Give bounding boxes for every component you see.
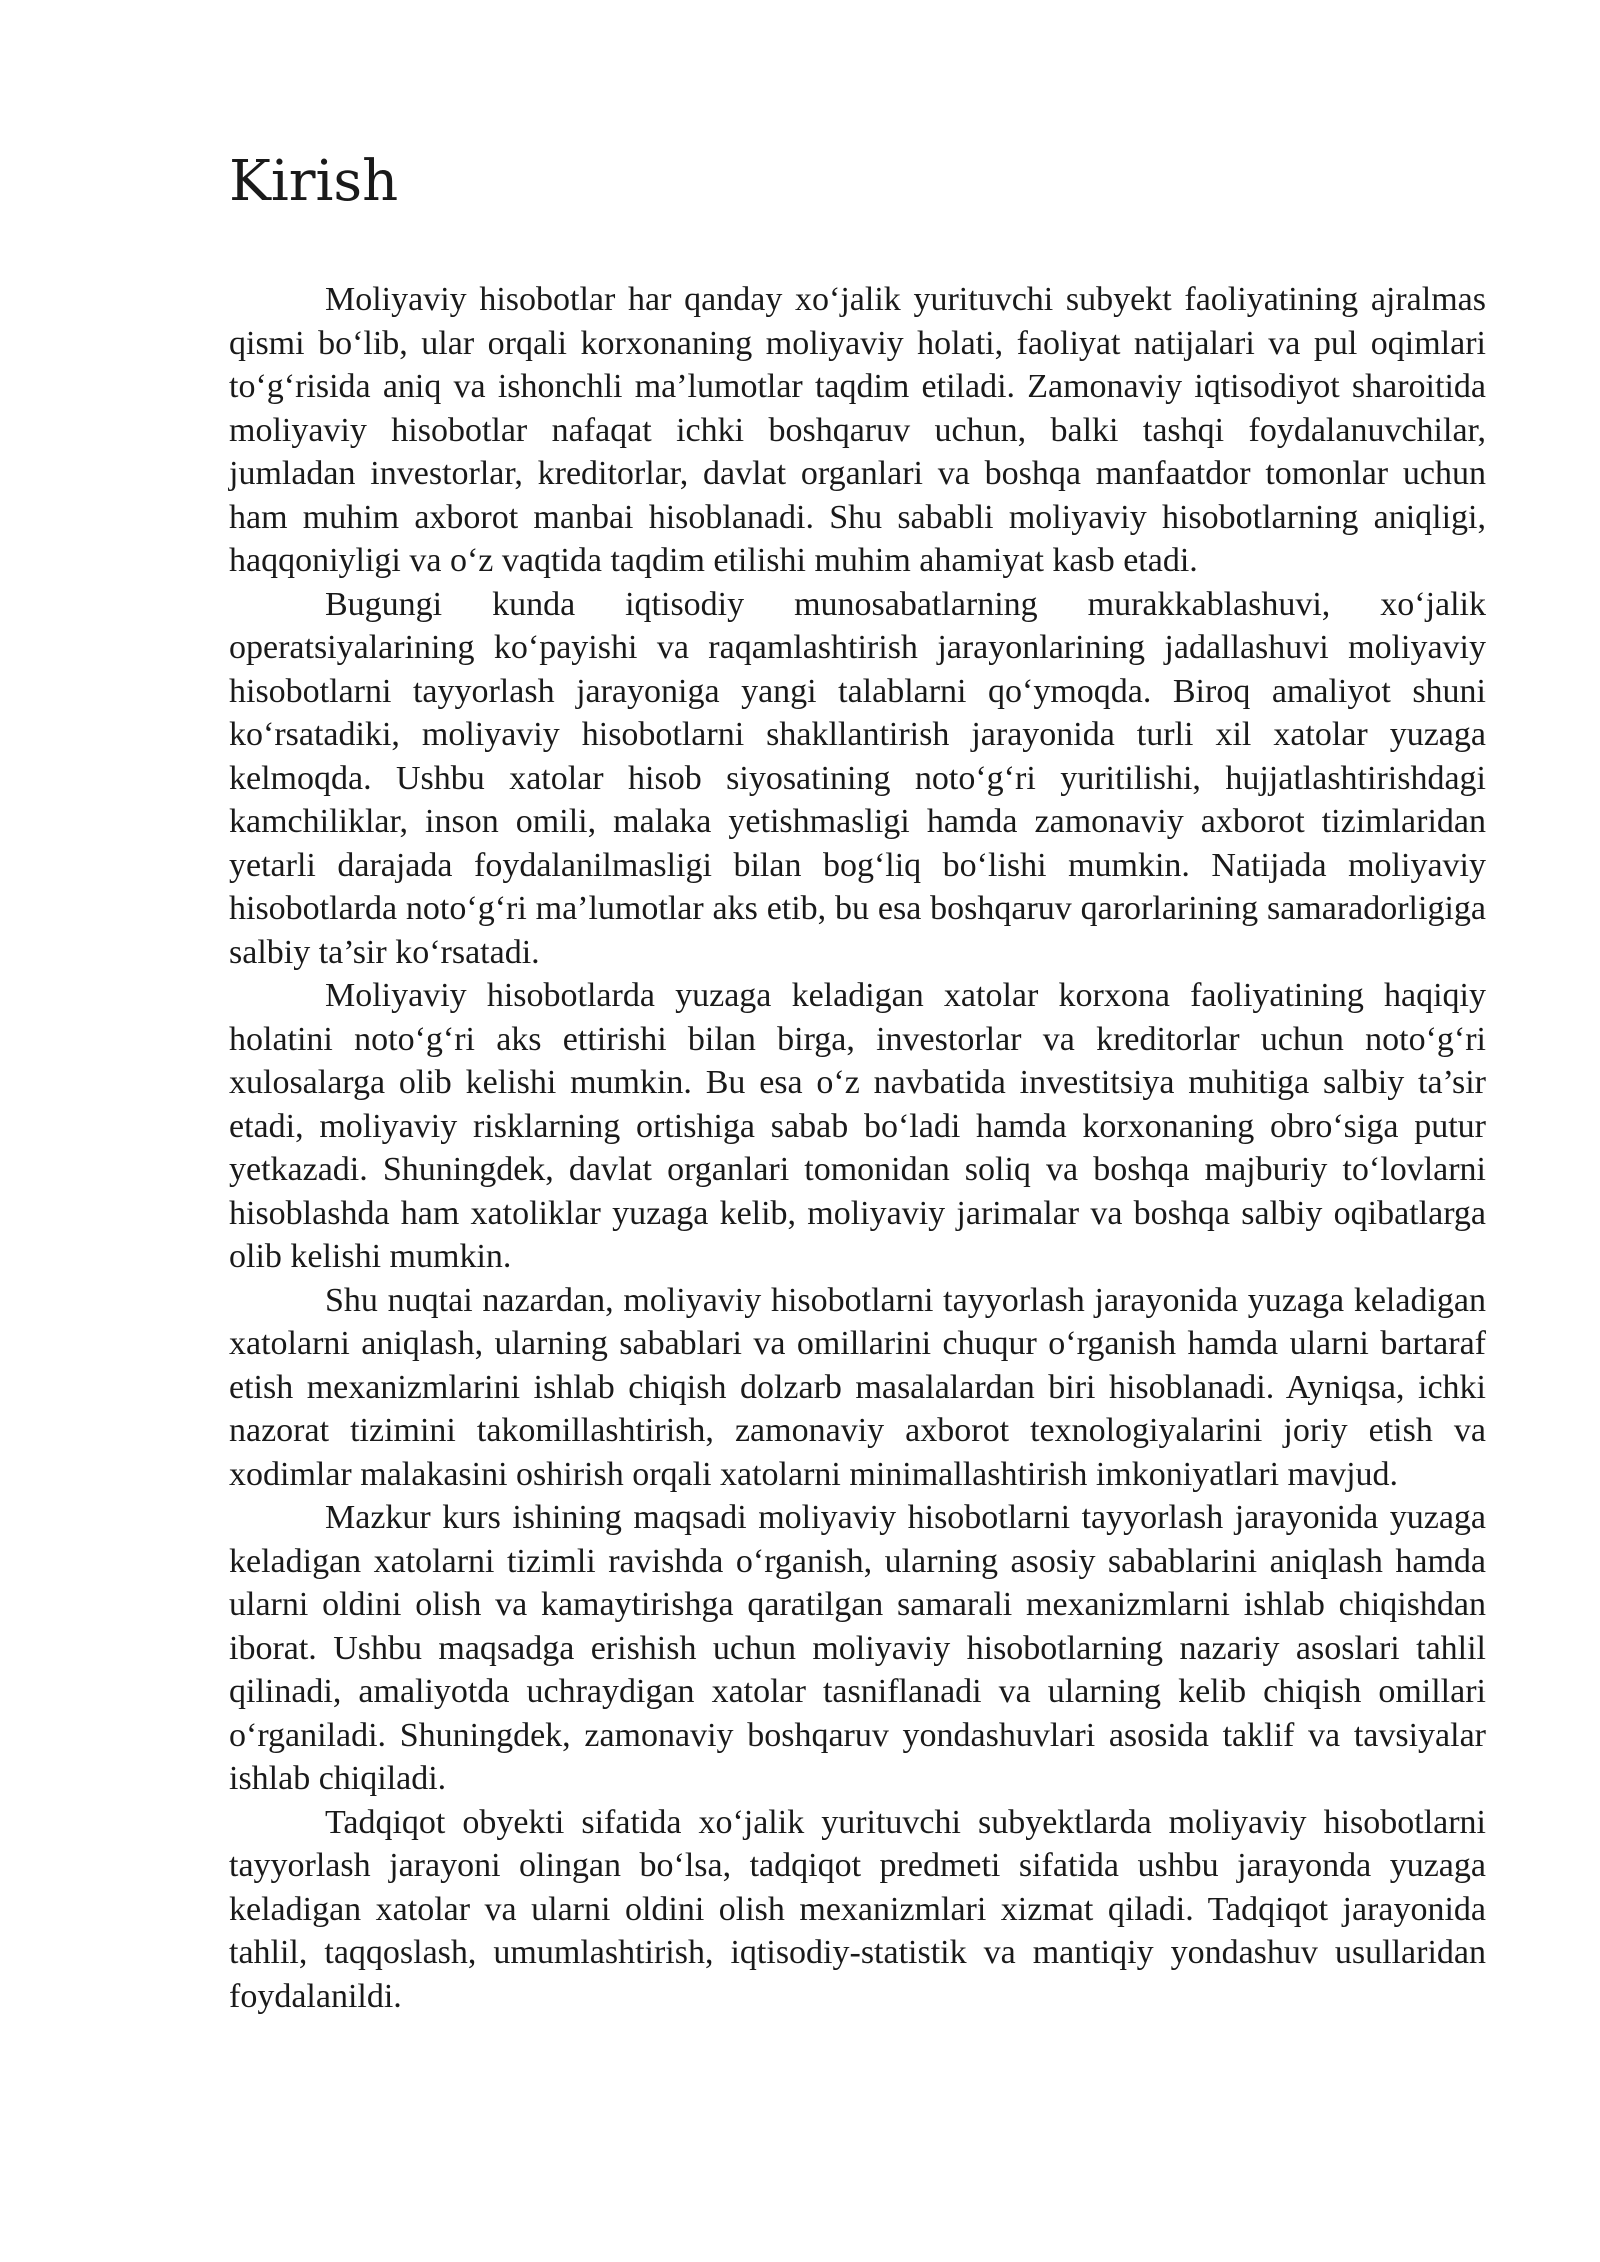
paragraph-2: Bugungi kunda iqtisodiy munosabatlarning murakkablashuvi, xo‘jalik operatsiyalarining ko‘payishi va raqamlashtirish jarayonlarining jadallashuvi moliyaviy hisobotlarni tayyorlash jarayoniga yangi talablarni qo‘ymoqda. Biroq amaliyot shuni ko‘rsatadiki, moliyaviy hisobotlarni shakllantirish jarayonida turli xil xatolar yuzaga kelmoqda. Ushbu xatolar hisob siyosatining noto‘g‘ri yuritilishi, hujjatlashtirishdagi kamchiliklar, inson omili, malaka yetishmasligi hamda zamonaviy axborot tizimlaridan yetarli darajada foydalanilmasligi bilan bog‘liq bo‘lishi mumkin. Natijada moliyaviy hisobotlarda noto‘g‘ri ma’lumotlar aks etib, bu esa boshqaruv qarorlarining samaradorligiga salbiy ta’sir ko‘rsatadi.	[229, 585, 1486, 971]
paragraph-3: Moliyaviy hisobotlarda yuzaga keladigan xatolar korxona faoliyatining haqiqiy holatini noto‘g‘ri aks ettirishi bilan birga, investorlar va kreditorlar uchun noto‘g‘ri xulosalarga olib kelishi mumkin. Bu esa o‘z navbatida investitsiya muhitiga salbiy ta’sir etadi, moliyaviy risklarning ortishiga sabab bo‘ladi hamda korxonaning obro‘siga putur yetkazadi. Shuningdek, davlat organlari tomonidan soliq va boshqa majburiy to‘lovlarni hisoblashda ham xatoliklar yuzaga kelib, moliyaviy jarimalar va boshqa salbiy oqibatlarga olib kelishi mumkin.	[229, 977, 1486, 1275]
page-title: Kirish	[229, 149, 399, 214]
paragraph-6: Tadqiqot obyekti sifatida xo‘jalik yurituvchi subyektlarda moliyaviy hisobotlarni tayyorlash jarayoni olingan bo‘lsa, tadqiqot predmeti sifatida ushbu jarayonda yuzaga keladigan xatolar va ularni oldini olish mexanizmlari xizmat qiladi. Tadqiqot jarayonida tahlil, taqqoslash, umumlashtirish, iqtisodiy-statistik va mantiqiy yondashuv usullaridan foydalanildi.	[229, 1803, 1486, 2015]
paragraph-5: Mazkur kurs ishining maqsadi moliyaviy hisobotlarni tayyorlash jarayonida yuzaga keladigan xatolarni tizimli ravishda o‘rganish, ularning asosiy sabablarini aniqlash hamda ularni oldini olish va kamaytirishga qaratilgan samarali mexanizmlarni ishlab chiqishdan iborat. Ushbu maqsadga erishish uchun moliyaviy hisobotlarning nazariy asoslari tahlil qilinadi, amaliyotda uchraydigan xatolar tasniflanadi va ularning kelib chiqish omillari o‘rganiladi. Shuningdek, zamonaviy boshqaruv yondashuvlari asosida taklif va tavsiyalar ishlab chiqiladi.	[229, 1499, 1486, 1797]
document-body	[229, 278, 1486, 2018]
paragraph-1: Moliyaviy hisobotlar har qanday xo‘jalik yurituvchi subyekt faoliyatining ajralmas qismi bo‘lib, ular orqali korxonaning moliyaviy holati, faoliyat natijalari va pul oqimlari to‘g‘risida aniq va ishonchli ma’lumotlar taqdim etiladi. Zamonaviy iqtisodiyot sharoitida moliyaviy hisobotlar nafaqat ichki boshqaruv uchun, balki tashqi foydalanuvchilar, jumladan investorlar, kreditorlar, davlat organlari va boshqa manfaatdor tomonlar uchun ham muhim axborot manbai hisoblanadi. Shu sababli moliyaviy hisobotlarning aniqligi, haqqoniyligi va o‘z vaqtida taqdim etilishi muhim ahamiyat kasb etadi.	[229, 281, 1486, 579]
document-page	[229, 150, 1486, 2018]
paragraph-4: Shu nuqtai nazardan, moliyaviy hisobotlarni tayyorlash jarayonida yuzaga keladigan xatolarni aniqlash, ularning sabablari va omillarini chuqur o‘rganish hamda ularni bartaraf etish mexanizmlarini ishlab chiqish dolzarb masalalardan biri hisoblanadi. Ayniqsa, ichki nazorat tizimini takomillashtirish, zamonaviy axborot texnologiyalarini joriy etish va xodimlar malakasini oshirish orqali xatolarni minimallashtirish imkoniyatlari mavjud.	[229, 1281, 1486, 1493]
